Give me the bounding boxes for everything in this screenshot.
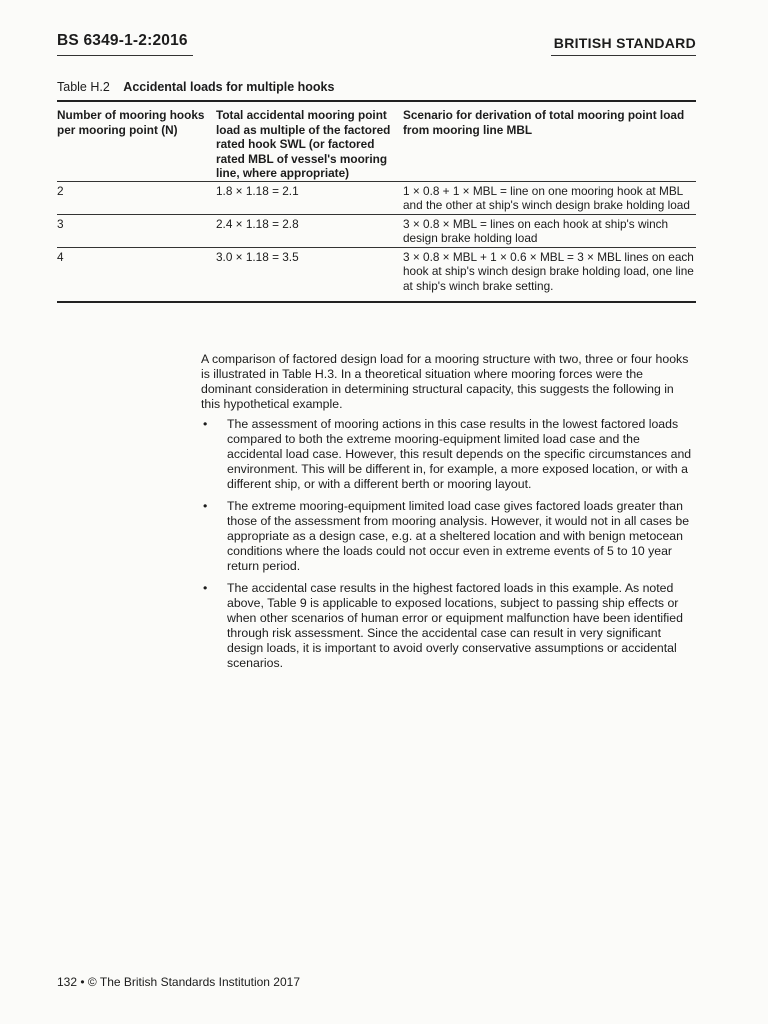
- column-header-hooks: Number of mooring hooks per mooring point (N): [57, 101, 216, 181]
- bullet-item: [201, 499, 696, 574]
- table-number: Table H.2: [57, 80, 110, 94]
- cell-hooks: 3: [57, 214, 216, 247]
- cell-load: 3.0 × 1.18 = 3.5: [216, 247, 403, 302]
- bullet-icon: •: [203, 581, 208, 595]
- accidental-loads-table: [57, 100, 696, 303]
- table-row: [57, 181, 696, 214]
- body-text: [201, 352, 696, 678]
- cell-scenario: 3 × 0.8 × MBL = lines on each hook at ship's winch design brake holding load: [403, 214, 696, 247]
- cell-load: 1.8 × 1.18 = 2.1: [216, 181, 403, 214]
- cell-scenario: 1 × 0.8 + 1 × MBL = line on one mooring hook at MBL and the other at ship's winch design brake holding load: [403, 181, 696, 214]
- column-header-load: Total accidental mooring point load as multiple of the factored rated hook SWL (or factored rated MBL of vessel's mooring line, where appropriate): [216, 101, 403, 181]
- table-row: [57, 247, 696, 302]
- bullet-icon: •: [203, 499, 208, 513]
- bullet-item: [201, 581, 696, 671]
- copyright-text: © The British Standards Institution 2017: [87, 975, 300, 989]
- bullet-icon: •: [203, 417, 208, 431]
- cell-hooks: 2: [57, 181, 216, 214]
- column-header-scenario: Scenario for derivation of total mooring point load from mooring line MBL: [403, 101, 696, 181]
- doc-code: BS 6349-1-2:2016: [57, 32, 188, 49]
- bullet-text: The accidental case results in the highest factored loads in this example. As noted above, Table 9 is applicable to exposed locations, subject to passing ship effects or when other scenarios of human error or equipment malfunction have been identified through risk assessment. Since the accidental case can result in very significant design loads, it is important to avoid overly conservative assumptions or accidental scenarios.: [227, 581, 683, 670]
- series-name: BRITISH STANDARD: [553, 35, 696, 51]
- cell-scenario: 3 × 0.8 × MBL + 1 × 0.6 × MBL = 3 × MBL lines on each hook at ship's winch design brake holding load, one line at ship's winch brake setting.: [403, 247, 696, 302]
- header-rule-left: [57, 55, 193, 56]
- bullet-text: The extreme mooring-equipment limited load case gives factored loads greater than those of the assessment from mooring analysis. However, it would not in all cases be appropriate as a design case, e.g. at a sheltered location and with benign metocean conditions where the loads could not occur even in extreme events of 5 to 10 year return period.: [227, 499, 690, 573]
- page-footer: [57, 975, 300, 989]
- page-number: 132: [57, 975, 78, 989]
- bullet-text: The assessment of mooring actions in this case results in the lowest factored loads compared to both the extreme mooring-equipment limited load case and the accidental load case. However, this result depends on the specific circumstances and environment. This will be different in, for example, a more exposed location, or with a different ship, or with a different berth or mooring layout.: [227, 417, 692, 491]
- table-header-row: [57, 101, 696, 181]
- bullet-item: [201, 417, 696, 492]
- table-title: Accidental loads for multiple hooks: [123, 80, 335, 94]
- intro-paragraph: A comparison of factored design load for a mooring structure with two, three or four hooks is illustrated in Table H.3. In a theoretical situation where mooring forces were the dominant consideration in determining structural capacity, this suggests the following in this hypothetical example.: [201, 352, 689, 411]
- footer-separator: •: [80, 975, 85, 989]
- table-row: [57, 214, 696, 247]
- table-caption: [57, 80, 334, 94]
- cell-hooks: 4: [57, 247, 216, 302]
- cell-load: 2.4 × 1.18 = 2.8: [216, 214, 403, 247]
- header-rule-right: [551, 55, 696, 56]
